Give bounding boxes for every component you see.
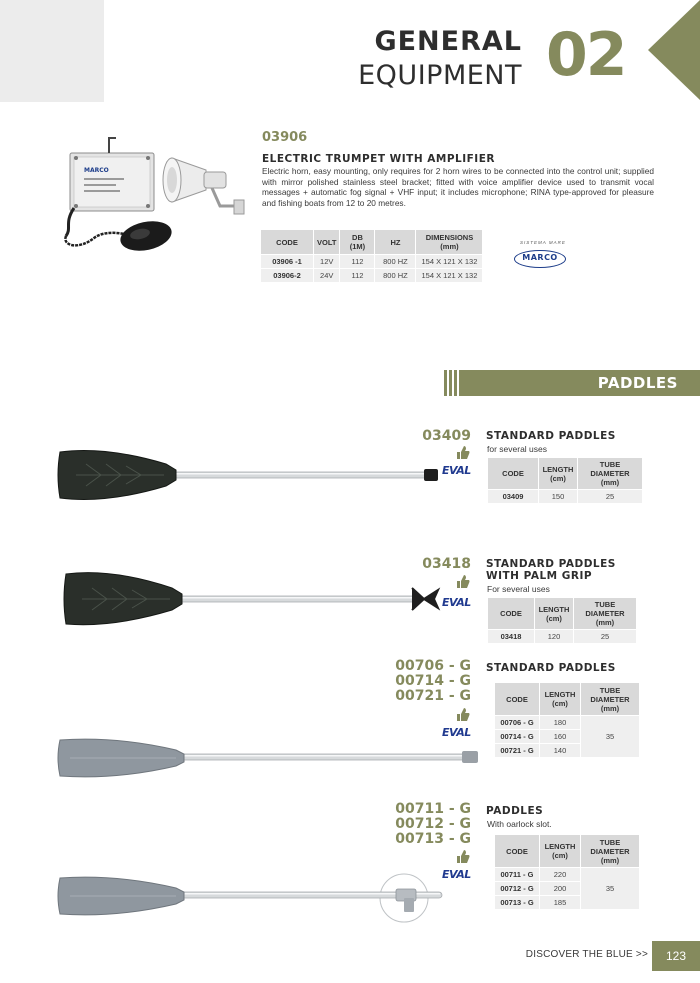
cell-diameter: 35 — [581, 716, 639, 757]
col-header-dimensions: DIMENSIONS (mm) — [416, 230, 482, 254]
spec-table-03409 — [487, 457, 643, 504]
cell-db: 112 — [340, 255, 374, 268]
product-code-00711: 00711 - G — [395, 801, 471, 817]
spec-table-00711 — [494, 834, 640, 910]
col-header-length: LENGTH (cm) — [540, 835, 580, 867]
cell-dimensions: 154 X 121 X 132 — [416, 255, 482, 268]
col-header-length: LENGTH (cm) — [539, 458, 577, 489]
col-header-diameter: TUBE DIAMETER (mm) — [581, 683, 639, 715]
col-header-code: CODE — [495, 683, 539, 715]
col-header-code: CODE — [488, 458, 538, 489]
chapter-number: 02 — [546, 20, 626, 90]
col-header-diameter: TUBE DIAMETER (mm) — [578, 458, 642, 489]
thumbs-up-icon — [456, 850, 470, 863]
cell-length: 120 — [535, 630, 573, 643]
cell-length: 180 — [540, 716, 580, 729]
cell-code: 00713 - G — [495, 896, 539, 909]
trumpet-description: Electric horn, easy mounting, only requires for 2 horn wires to be connected into the control unit; supplied with mirror polished stainless steel bracket; fitted with voice amplifier device used to transmit vocal messages + automatic fog signal + VHF input; it includes microphone; RINA type-approved for pleasure and fishing boats from 12 to 20 metres. — [262, 166, 654, 208]
cell-db: 112 — [340, 269, 374, 282]
section-bar-stripes — [443, 370, 463, 396]
cell-diameter: 25 — [574, 630, 636, 643]
col-header-hz: HZ — [375, 230, 415, 254]
product-code-00721: 00721 - G — [395, 688, 471, 704]
cell-diameter: 25 — [578, 490, 642, 503]
footer-tagline: DISCOVER THE BLUE >> — [525, 949, 648, 960]
marco-logo-arc-text: SISTEMA MARE — [520, 240, 566, 245]
col-header-length: LENGTH (cm) — [540, 683, 580, 715]
eval-logo: EVAL — [442, 868, 471, 881]
cell-diameter: 35 — [581, 868, 639, 909]
cell-hz: 800 HZ — [375, 269, 415, 282]
marco-brand-logo — [506, 240, 572, 274]
section-title: PADDLES — [597, 374, 678, 392]
svg-text:MARCO: MARCO — [84, 167, 109, 174]
cell-code: 00721 - G — [495, 744, 539, 757]
cell-hz: 800 HZ — [375, 255, 415, 268]
product-subtitle-03409: for several uses — [487, 444, 547, 454]
col-header-length: LENGTH (cm) — [535, 598, 573, 629]
cell-code: 00712 - G — [495, 882, 539, 895]
trumpet-code: 03906 — [262, 130, 308, 145]
product-code-00713: 00713 - G — [395, 831, 471, 847]
product-title-03409: STANDARD PADDLES — [486, 430, 616, 442]
table-row — [261, 255, 482, 268]
cell-length: 200 — [540, 882, 580, 895]
table-row — [261, 269, 482, 282]
product-subtitle-00711: With oarlock slot. — [487, 819, 552, 829]
chapter-triangle-marker — [648, 0, 700, 100]
eval-logo: EVAL — [442, 464, 471, 477]
cell-code: 03906 -1 — [261, 255, 313, 268]
cell-code: 03418 — [488, 630, 534, 643]
product-title-00711: PADDLES — [486, 805, 544, 817]
thumbs-up-icon — [456, 575, 470, 588]
product-code-00706: 00706 - G — [395, 658, 471, 674]
col-header-diameter: TUBE DIAMETER (mm) — [581, 835, 639, 867]
paddle-image-03409 — [56, 446, 442, 506]
spec-table-00706 — [494, 682, 640, 758]
col-header-db: DB (1M) — [340, 230, 374, 254]
table-row — [488, 490, 642, 503]
trumpet-product-image — [54, 128, 254, 268]
product-code-03418: 03418 — [422, 556, 471, 572]
cell-code: 00711 - G — [495, 868, 539, 881]
cell-length: 140 — [540, 744, 580, 757]
table-row — [488, 630, 636, 643]
product-code-00712: 00712 - G — [395, 816, 471, 832]
cell-length: 150 — [539, 490, 577, 503]
table-row — [495, 868, 639, 881]
product-subtitle-03418: For several uses — [487, 584, 550, 594]
col-header-code: CODE — [261, 230, 313, 254]
cell-code: 03906-2 — [261, 269, 313, 282]
cell-length: 160 — [540, 730, 580, 743]
page-title-line2: EQUIPMENT — [358, 60, 522, 91]
cell-code: 00714 - G — [495, 730, 539, 743]
cell-length: 220 — [540, 868, 580, 881]
cell-volt: 12V — [314, 255, 339, 268]
page-title-line1: GENERAL — [374, 26, 522, 57]
col-header-diameter: TUBE DIAMETER (mm) — [574, 598, 636, 629]
product-title-03418-line2: WITH PALM GRIP — [486, 570, 593, 582]
spec-table-03418 — [487, 597, 637, 644]
trumpet-title: ELECTRIC TRUMPET WITH AMPLIFIER — [262, 153, 495, 165]
table-row — [495, 716, 639, 729]
trumpet-spec-table — [260, 229, 483, 283]
col-header-code: CODE — [488, 598, 534, 629]
product-title-03418-line1: STANDARD PADDLES — [486, 558, 616, 570]
cell-length: 185 — [540, 896, 580, 909]
eval-logo: EVAL — [442, 596, 471, 609]
paddle-image-00706 — [56, 736, 482, 780]
product-title-00706: STANDARD PADDLES — [486, 662, 616, 674]
col-header-volt: VOLT — [314, 230, 339, 254]
cell-volt: 24V — [314, 269, 339, 282]
cell-dimensions: 154 X 121 X 132 — [416, 269, 482, 282]
page-number: 123 — [652, 941, 700, 971]
product-code-00714: 00714 - G — [395, 673, 471, 689]
product-code-03409: 03409 — [422, 428, 471, 444]
paddle-image-00711 — [56, 864, 456, 924]
eval-logo: EVAL — [442, 726, 471, 739]
marco-logo-text: MARCO — [522, 253, 558, 262]
corner-gray-block — [0, 0, 104, 102]
cell-code: 03409 — [488, 490, 538, 503]
thumbs-up-icon — [456, 708, 470, 721]
col-header-code: CODE — [495, 835, 539, 867]
cell-code: 00706 - G — [495, 716, 539, 729]
thumbs-up-icon — [456, 446, 470, 459]
paddle-image-03418 — [62, 568, 446, 630]
